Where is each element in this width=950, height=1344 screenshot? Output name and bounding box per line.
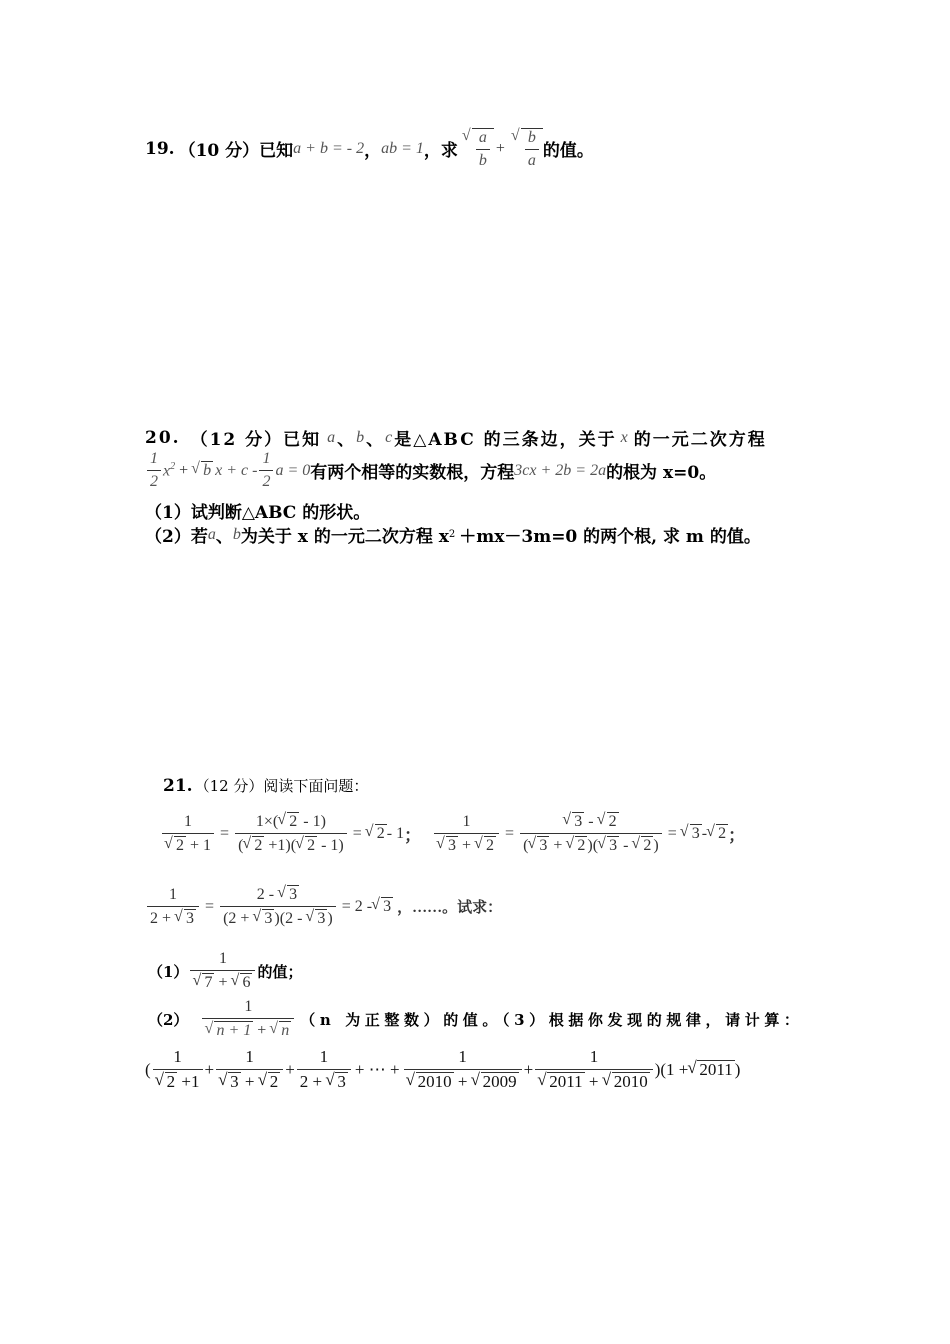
question-21-title: [163, 775, 368, 796]
math-text: √ 2: [165, 1072, 178, 1092]
example-3: [145, 885, 502, 928]
math-text: √ 2009: [481, 1072, 519, 1092]
math-text: √ 3: [228, 1072, 241, 1092]
math-text: √ 3: [184, 909, 196, 928]
math-text: √ 3: [607, 836, 619, 855]
math-text: =: [352, 824, 362, 842]
math-text: =: [667, 824, 677, 842]
math-text: 1: [169, 885, 178, 903]
math-expression: [163, 461, 175, 480]
math-text: (2 +: [223, 910, 254, 927]
math-text: √ 2: [174, 836, 186, 855]
question-20-line-2: [145, 450, 716, 491]
math-text: +: [204, 1059, 215, 1079]
math-expression: a + b = - 2: [293, 139, 365, 157]
example-2: [432, 812, 745, 855]
math-text: √ 2: [287, 812, 299, 831]
question-text: 有两个相等的实数根，方程: [310, 463, 515, 483]
question-number: 21.: [163, 775, 193, 796]
question-text: （n 为正整数）的值。（3）根据你发现的规律，请计算：: [300, 1010, 804, 1029]
punctuation: 、: [366, 430, 386, 450]
math-text: )(: [587, 837, 599, 854]
math-text: √ 2: [375, 824, 387, 843]
math-text: √ 3: [287, 885, 299, 904]
question-text: 的根为 x=0。: [606, 463, 717, 483]
math-text: √ 3: [690, 824, 702, 843]
math-variable: c: [385, 428, 395, 446]
math-text: (: [145, 1059, 151, 1079]
question-text: ＋mx－3m=0 的两个根, 求 m 的值。: [459, 527, 761, 547]
math-text: b: [476, 149, 490, 170]
math-text: 2: [170, 460, 176, 472]
math-text: +: [458, 836, 476, 854]
punctuation: 、: [215, 527, 233, 547]
math-variable: x: [620, 428, 630, 446]
sqrt-fraction: [472, 128, 494, 169]
plus-sign: +: [495, 139, 505, 157]
math-text: 2 +: [150, 909, 176, 927]
math-text: a: [525, 149, 539, 170]
sqrt-b: √ b: [201, 461, 213, 480]
math-text: -: [584, 813, 598, 830]
math-text: ): [734, 1059, 741, 1079]
question-text: 的值；: [257, 962, 303, 981]
question-text: 的一元二次方程: [633, 430, 767, 450]
question-text: （12 分）已知: [190, 430, 322, 450]
math-text: 2: [259, 470, 273, 491]
math-text: √ 2: [484, 836, 496, 855]
math-text: √ n + 1: [214, 1021, 253, 1040]
math-text: =: [205, 897, 215, 915]
math-text: x: [163, 462, 171, 480]
math-text: +: [240, 1072, 259, 1091]
math-variable: a: [207, 525, 216, 543]
math-text: √ 3: [446, 836, 458, 855]
math-text: √ 2: [607, 812, 619, 831]
math-text: √ 2011: [697, 1060, 734, 1080]
math-text: + 1: [186, 836, 212, 854]
math-text: 1: [319, 1047, 329, 1066]
math-text: 1: [462, 812, 471, 830]
question-text: （12 分）阅读下面问题：: [194, 777, 369, 795]
question-number: 20.: [145, 427, 181, 448]
math-text: √ 3: [335, 1072, 348, 1092]
fraction: [190, 950, 255, 992]
punctuation: ，: [364, 141, 382, 162]
question-text: ，求: [423, 141, 458, 162]
math-text: =: [220, 824, 230, 842]
sub-question-2: [145, 522, 761, 547]
math-text: √ 2: [716, 824, 728, 843]
math-text: √ 3: [315, 909, 327, 928]
math-text: + ⋯ +: [354, 1059, 400, 1079]
math-text: ；: [728, 826, 746, 845]
math-text: -: [619, 837, 633, 854]
punctuation: 、: [337, 430, 357, 450]
part-3-expression: [145, 1047, 740, 1092]
math-text: √ 2011: [547, 1072, 584, 1092]
math-text: )(2 -: [274, 910, 307, 927]
math-text: - 1: [386, 824, 405, 842]
math-expression: x + c -: [215, 461, 258, 479]
math-text: 1×(: [255, 813, 279, 830]
math-text: 1: [244, 998, 253, 1015]
math-text: 1: [173, 1047, 182, 1066]
math-text: √ n: [279, 1021, 291, 1040]
math-text: - 1): [317, 837, 344, 854]
math-text: (: [238, 837, 244, 854]
part-1: [148, 950, 302, 992]
math-text: 2 +: [299, 1072, 327, 1091]
fraction: [202, 998, 294, 1040]
math-text: ，……。试求：: [397, 900, 503, 916]
part-label: （1）: [148, 962, 189, 981]
math-text: )(1 +: [654, 1059, 689, 1079]
math-text: √ 3: [572, 812, 584, 831]
math-text: 1: [150, 450, 158, 467]
superscript: 2: [448, 529, 456, 540]
math-text: =: [505, 824, 515, 842]
question-text: （10 分）已知: [178, 141, 294, 162]
math-text: √ 7: [202, 973, 214, 992]
math-text: ): [653, 837, 659, 854]
math-text: √ 2: [641, 836, 653, 855]
math-text: √ 3: [381, 897, 393, 916]
math-text: 1: [184, 812, 193, 830]
math-text: ；: [404, 826, 422, 845]
math-text: √ b: [527, 129, 536, 146]
fraction-half: [259, 450, 273, 491]
example-1: [160, 812, 421, 855]
math-text: √ 2: [252, 836, 264, 855]
math-text: +: [549, 837, 567, 854]
math-text: √ 2: [305, 836, 317, 855]
math-text: = 2 -: [341, 897, 373, 915]
fraction-half: [147, 450, 161, 491]
math-text: 1: [262, 450, 271, 467]
question-20-line-1: [145, 425, 767, 450]
part-2: [148, 998, 804, 1040]
math-expression: ab = 1: [381, 139, 424, 157]
math-text: +: [453, 1072, 472, 1091]
question-text: 的值。: [542, 141, 594, 162]
question-text: 为关于 x 的一元二次方程 x: [240, 527, 449, 547]
math-text: √ 2: [575, 836, 587, 855]
math-text: +: [214, 974, 232, 991]
math-text: ): [327, 910, 333, 927]
math-variable: b: [232, 525, 241, 543]
question-19: [145, 128, 594, 169]
math-text: 2: [147, 470, 161, 491]
math-text: +1: [177, 1072, 200, 1091]
math-text: -: [701, 824, 708, 842]
math-text: +1)(: [264, 837, 297, 854]
sqrt-fraction: [521, 128, 543, 169]
math-text: √ 2010: [416, 1072, 454, 1092]
math-variable: a: [327, 428, 338, 446]
math-variable: b: [356, 428, 367, 446]
question-text: （2）若: [145, 527, 208, 547]
plus-sign: +: [179, 461, 189, 479]
math-expression: a = 0: [275, 461, 311, 479]
math-text: √ 3: [262, 909, 274, 928]
math-text: √ 2: [268, 1072, 281, 1092]
part-label: （2）: [148, 1010, 189, 1029]
math-text: √ 3: [537, 836, 549, 855]
math-expression: 3cx + 2b = 2a: [514, 461, 607, 479]
math-text: √ 6: [240, 973, 252, 992]
math-text: +: [584, 1072, 603, 1091]
math-text: 2 -: [256, 886, 279, 903]
sub-question-1: （1）试判断△ABC 的形状。: [145, 503, 371, 523]
math-text: √ a: [478, 129, 487, 146]
math-text: +: [253, 1022, 271, 1039]
math-text: √ 2010: [612, 1072, 650, 1092]
math-text: - 1): [299, 813, 326, 830]
math-text: +: [523, 1059, 534, 1079]
math-text: (: [523, 837, 529, 854]
question-text: 是△ABC 的三条边，关于: [394, 430, 617, 450]
math-text: 1: [458, 1047, 467, 1066]
math-text: 1: [589, 1047, 599, 1066]
math-text: 1: [245, 1047, 254, 1066]
math-text: 1: [218, 950, 227, 967]
math-text: +: [285, 1059, 295, 1079]
question-number: 19.: [145, 138, 175, 159]
